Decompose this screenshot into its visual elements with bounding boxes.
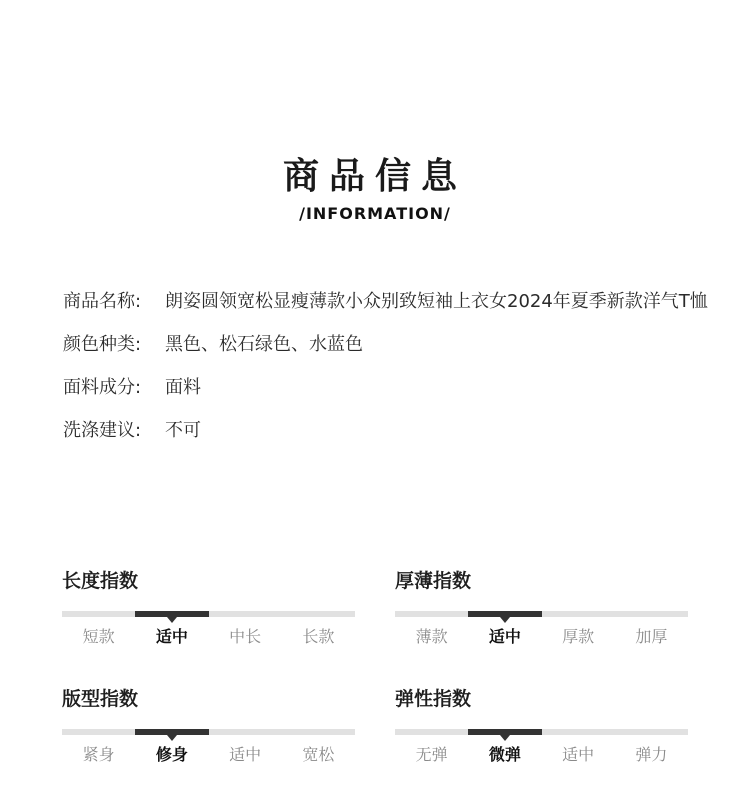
gauge-option: 紧身 — [82, 745, 115, 764]
gauge-option: 薄款 — [415, 627, 448, 646]
gauge-title: 弹性指数 — [395, 688, 472, 710]
gauge-option: 修身 — [155, 745, 188, 764]
length-index-gauge — [62, 568, 355, 650]
info-value: 黑色、松石绿色、水蓝色 — [165, 334, 363, 355]
info-label: 面料成分: — [63, 377, 142, 398]
gauge-option: 弹力 — [635, 745, 668, 764]
gauge-option: 短款 — [82, 627, 115, 646]
gauge-pointer-icon — [500, 735, 510, 741]
gauge-pointer-icon — [167, 617, 177, 623]
info-value: 不可 — [165, 420, 201, 441]
info-row-colors — [63, 323, 713, 366]
gauge-pointer-icon — [167, 735, 177, 741]
info-label: 商品名称: — [63, 291, 142, 312]
gauge-option: 加厚 — [635, 627, 668, 646]
info-label: 颜色种类: — [63, 334, 142, 355]
thickness-index-gauge — [395, 568, 688, 650]
info-row-washing — [63, 409, 713, 452]
gauge-title: 版型指数 — [62, 688, 139, 710]
gauge-option: 宽松 — [302, 745, 335, 764]
gauge-title: 长度指数 — [62, 570, 139, 592]
info-value: 朗姿圆领宽松显瘦薄款小众别致短袖上衣女2024年夏季新款洋气T恤 — [165, 291, 708, 312]
product-info-list — [63, 280, 713, 452]
gauge-option: 中长 — [229, 627, 262, 646]
gauge-option: 适中 — [488, 627, 521, 646]
page-title: 商品信息 — [282, 156, 467, 197]
gauge-option: 微弹 — [488, 745, 521, 764]
page-subtitle: /INFORMATION/ — [299, 204, 451, 223]
info-row-name — [63, 280, 713, 323]
info-row-fabric — [63, 366, 713, 409]
gauge-option: 适中 — [562, 745, 595, 764]
gauge-option: 厚款 — [562, 627, 595, 646]
gauge-track — [62, 729, 355, 735]
gauge-track — [395, 611, 688, 617]
gauge-option: 适中 — [229, 745, 262, 764]
info-value: 面料 — [165, 377, 201, 398]
gauge-option: 长款 — [302, 627, 335, 646]
elasticity-index-gauge — [395, 686, 688, 768]
fit-index-gauge — [62, 686, 355, 768]
gauge-track — [395, 729, 688, 735]
gauge-option: 无弹 — [415, 745, 448, 764]
gauge-pointer-icon — [500, 617, 510, 623]
gauge-title: 厚薄指数 — [395, 570, 472, 592]
info-label: 洗涤建议: — [63, 420, 142, 441]
gauge-option: 适中 — [155, 627, 188, 646]
gauge-track — [62, 611, 355, 617]
